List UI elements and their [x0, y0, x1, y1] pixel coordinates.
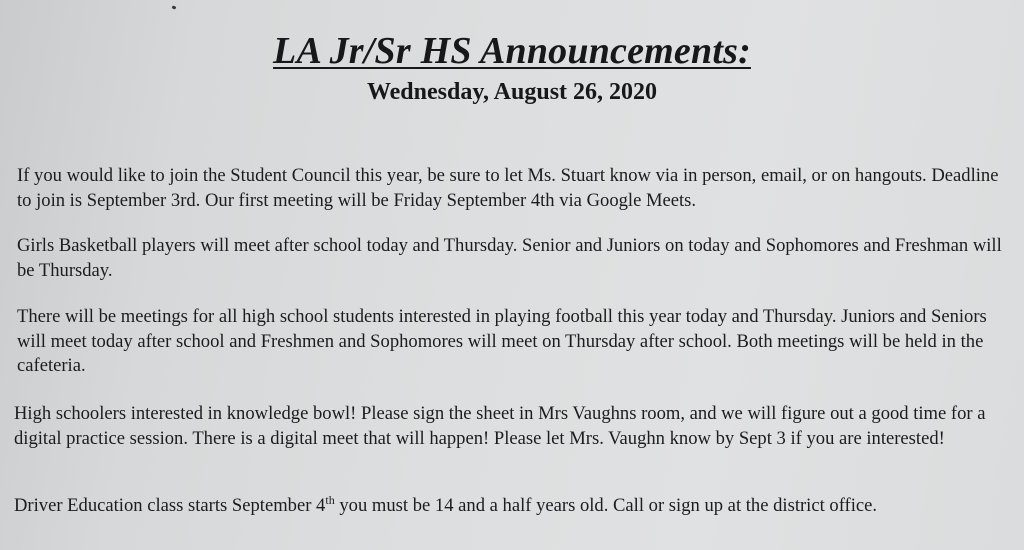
announcement-football-meetings: There will be meetings for all high school students interested in playing football this year today and Thursday. Juniors and Seniors will meet today after school and Freshmen and Sophomores will meet on Thursday after school. Both meetings will be held in the cafeteria. — [17, 306, 987, 376]
announcement-student-council: If you would like to join the Student Council this year, be sure to let Ms. Stuart know via in person, email, or on hangouts. Deadline to join is September 3rd. Our first meeting will be Friday September 4th via Google Meets. — [17, 165, 999, 211]
page-title: LA Jr/Sr HS Announcements: — [273, 30, 751, 72]
ordinal-superscript: th — [325, 492, 335, 507]
driver-ed-text-start: Driver Education class starts September 4 — [14, 495, 326, 516]
driver-ed-text-end: you must be 14 and a half years old. Call or sign up at the district office. — [334, 495, 878, 516]
announcement-girls-basketball: Girls Basketball players will meet after school today and Thursday. Senior and Juniors on today and Sophomores and Freshman will be Thursday. — [17, 235, 1002, 281]
paper-speck — [172, 5, 177, 9]
announcement-driver-education — [14, 494, 1004, 519]
announcement-knowledge-bowl: High schoolers interested in knowledge bowl! Please sign the sheet in Mrs Vaughns room, and we will figure out a good time for a digital practice session. There is a digital meet that will happen! Please let Mrs. Vaughn know by Sept 3 if you are interested! — [14, 403, 986, 449]
announcement-date: Wednesday, August 26, 2020 — [366, 79, 658, 105]
